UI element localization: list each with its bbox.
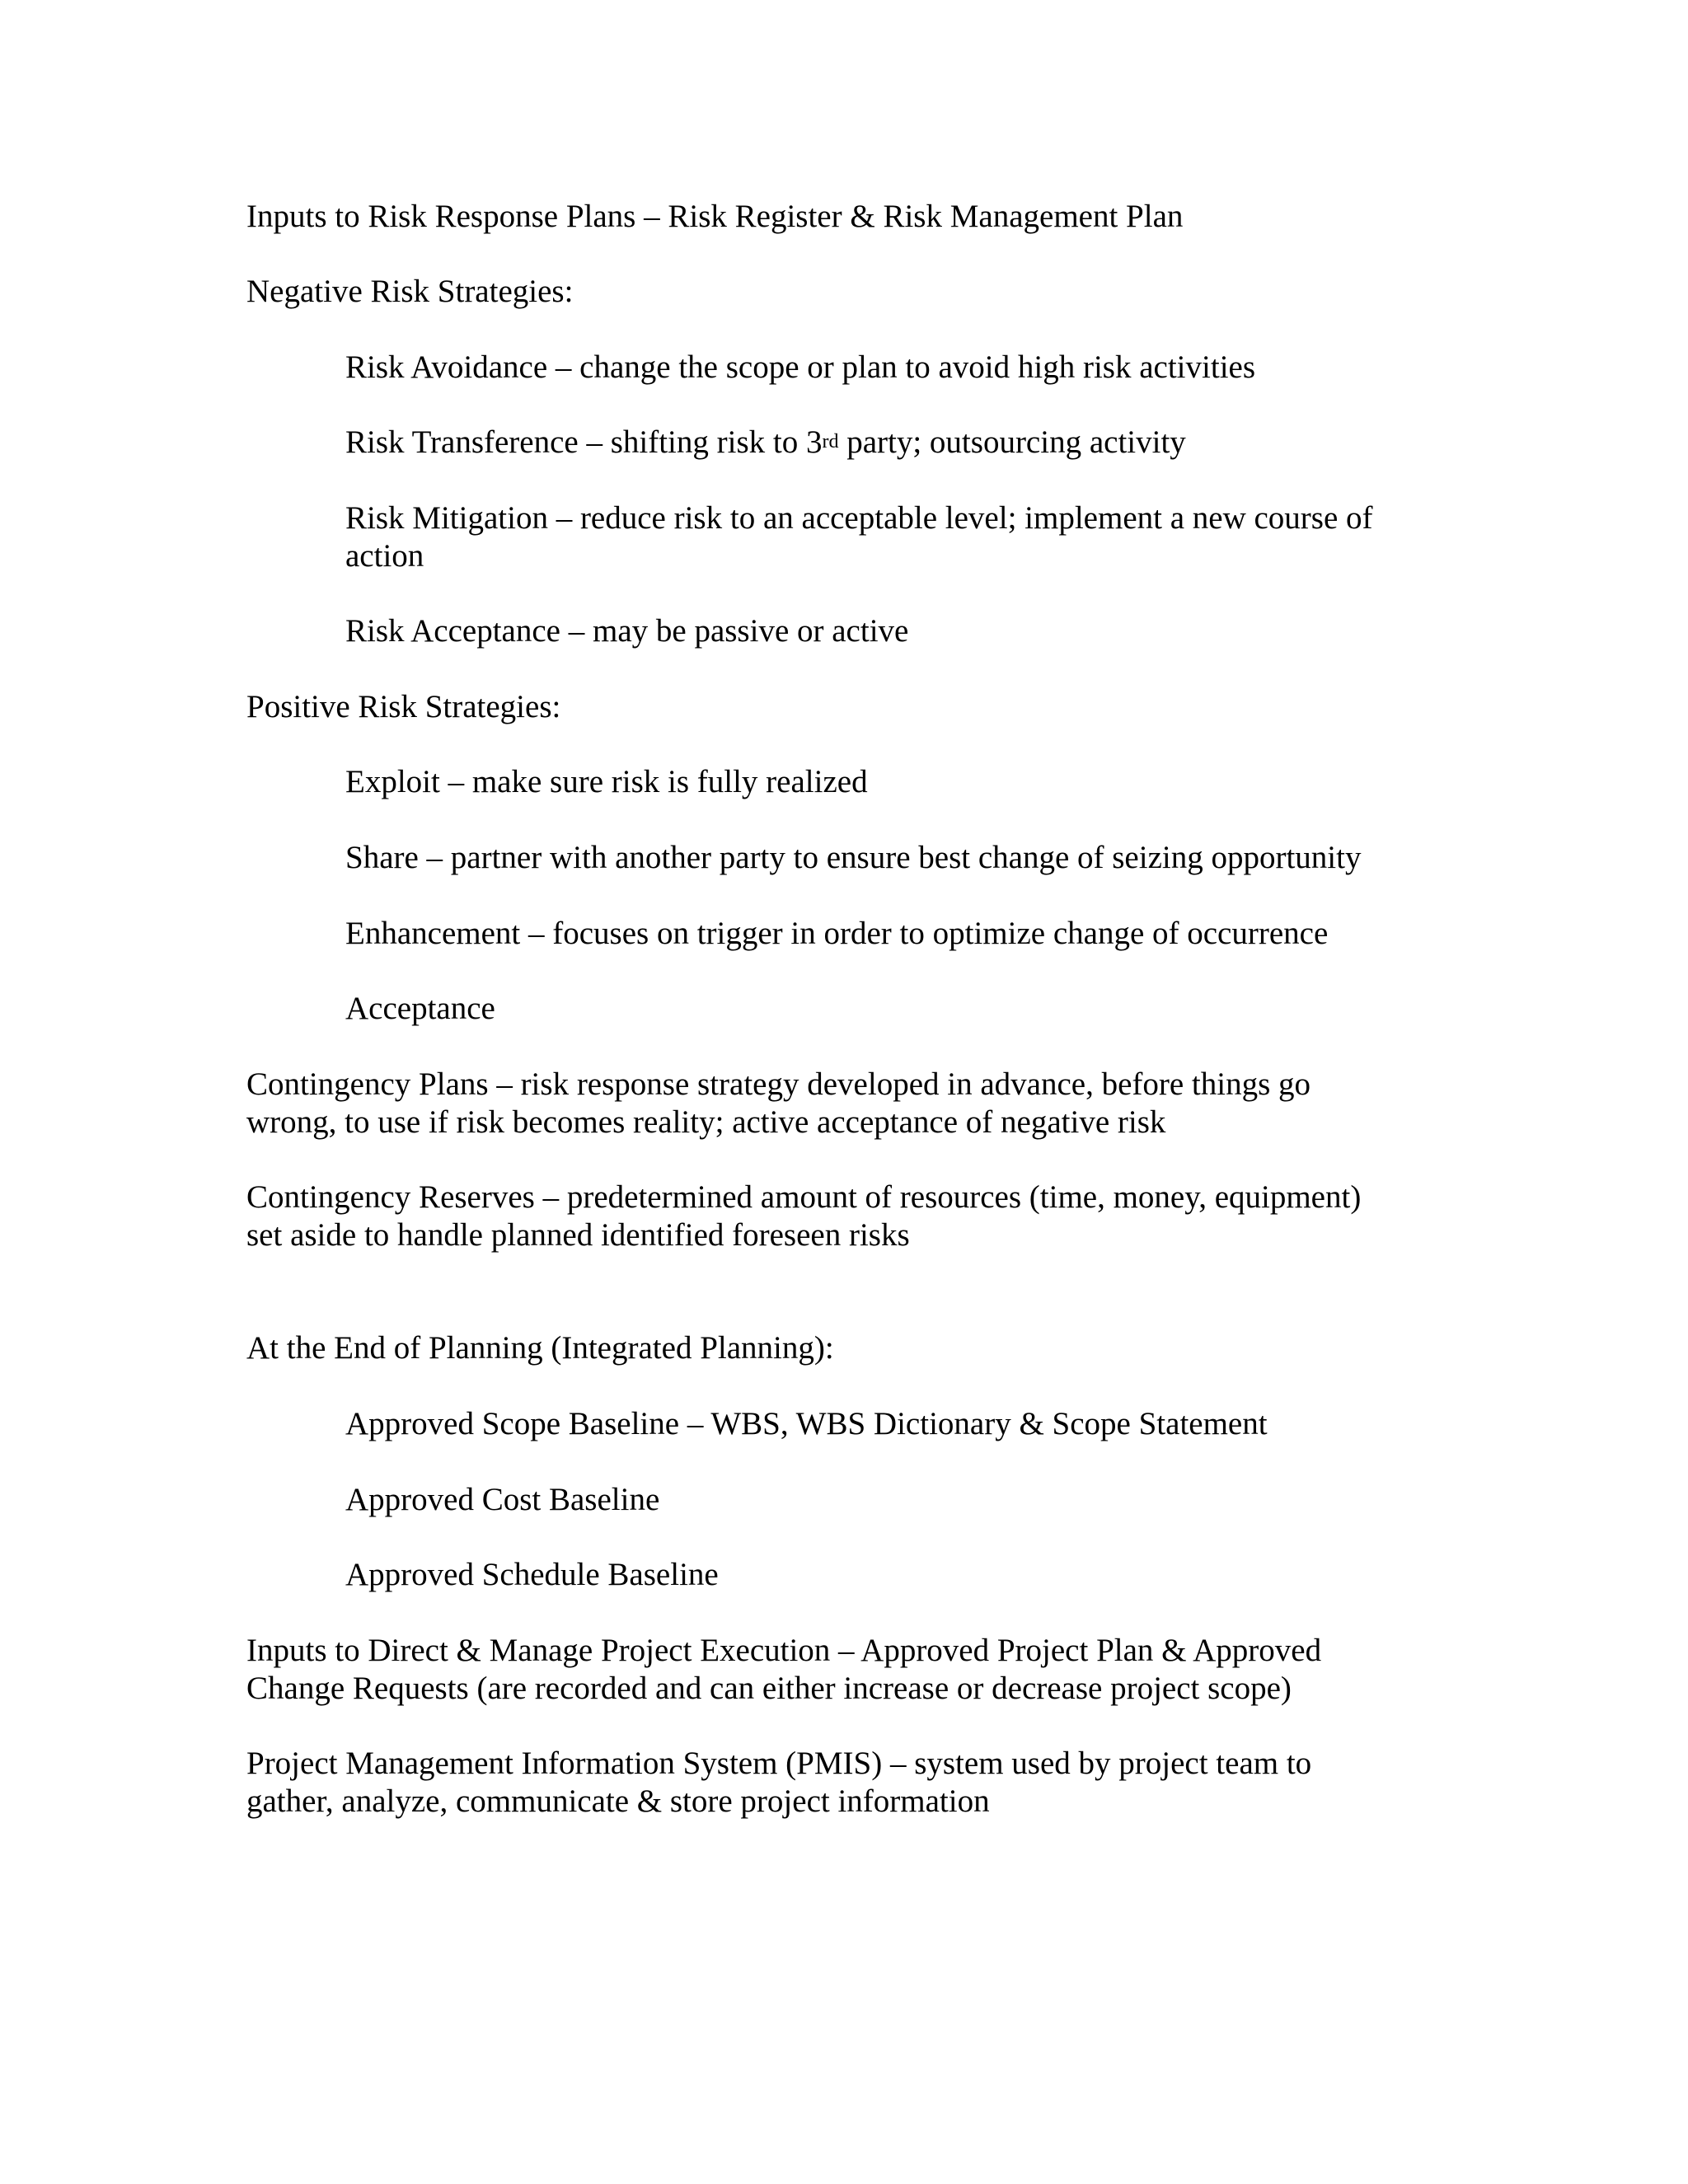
risk-mitigation-line-1: Risk Mitigation – reduce risk to an acceptable level; implement a new course of (345, 500, 1373, 536)
risk-transference-text: Risk Transference – shifting risk to 3 (345, 424, 823, 460)
share-line: Share – partner with another party to ensure best change of seizing opportunity (345, 840, 1362, 875)
contingency-plans-line-2: wrong, to use if risk becomes reality; active acceptance of negative risk (246, 1104, 1166, 1140)
pmis-line-1: Project Management Information System (PMIS) – system used by project team to (246, 1746, 1312, 1781)
risk-avoidance-line: Risk Avoidance – change the scope or plan to avoid high risk activities (345, 349, 1256, 385)
enhancement-line: Enhancement – focuses on trigger in order to optimize change of occurrence (345, 916, 1329, 951)
risk-acceptance-line: Risk Acceptance – may be passive or active (345, 613, 909, 649)
risk-transference-rest: party; outsourcing activity (838, 424, 1186, 460)
cost-baseline-line: Approved Cost Baseline (345, 1482, 660, 1517)
end-of-planning-heading: At the End of Planning (Integrated Planning): (246, 1330, 834, 1366)
risk-inputs-line: Inputs to Risk Response Plans – Risk Register & Risk Management Plan (246, 199, 1184, 234)
contingency-reserves-line-1: Contingency Reserves – predetermined amount of resources (time, money, equipment) (246, 1179, 1362, 1215)
contingency-plans-line-1: Contingency Plans – risk response strategy developed in advance, before things go (246, 1066, 1311, 1102)
positive-strategies-heading: Positive Risk Strategies: (246, 689, 561, 724)
scope-baseline-line: Approved Scope Baseline – WBS, WBS Dictionary & Scope Statement (345, 1406, 1268, 1441)
positive-acceptance-line: Acceptance (345, 991, 495, 1026)
pmis-line-2: gather, analyze, communicate & store project information (246, 1783, 990, 1819)
ordinal-superscript: rd (822, 431, 839, 452)
negative-strategies-heading: Negative Risk Strategies: (246, 274, 574, 309)
schedule-baseline-line: Approved Schedule Baseline (345, 1557, 719, 1592)
direct-manage-line-2: Change Requests (are recorded and can either increase or decrease project scope) (246, 1671, 1292, 1706)
direct-manage-line-1: Inputs to Direct & Manage Project Execution – Approved Project Plan & Approved (246, 1633, 1322, 1668)
risk-transference-line (345, 424, 1186, 462)
risk-mitigation-line-2: action (345, 538, 424, 574)
contingency-reserves-line-2: set aside to handle planned identified foreseen risks (246, 1217, 910, 1253)
exploit-line: Exploit – make sure risk is fully realized (345, 764, 868, 799)
